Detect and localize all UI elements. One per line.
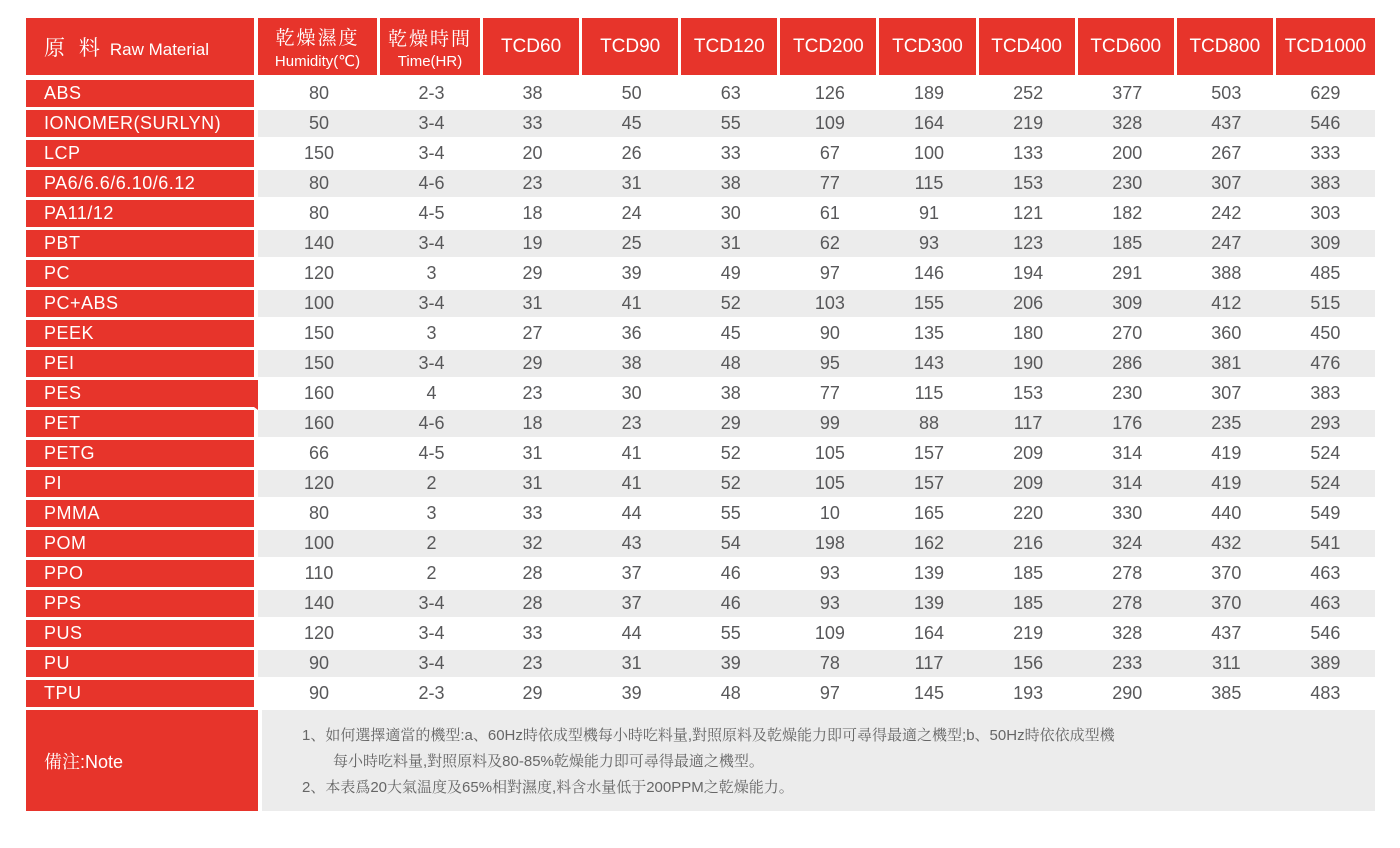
- value-cell: 503: [1177, 80, 1276, 110]
- value-cell: 115: [879, 170, 978, 200]
- value-cell: 3: [380, 500, 483, 530]
- table-row: [26, 140, 1375, 170]
- value-cell: 3-4: [380, 230, 483, 260]
- col-header-tcd120: TCD120: [681, 18, 780, 80]
- value-cell: 437: [1177, 110, 1276, 140]
- value-cell: 80: [258, 200, 380, 230]
- value-cell: 524: [1276, 470, 1375, 500]
- value-cell: 120: [258, 470, 380, 500]
- value-cell: 156: [979, 650, 1078, 680]
- note-body: [262, 710, 1375, 811]
- value-cell: 185: [979, 590, 1078, 620]
- value-cell: 165: [879, 500, 978, 530]
- value-cell: 41: [582, 290, 681, 320]
- value-cell: 270: [1078, 320, 1177, 350]
- value-cell: 20: [483, 140, 582, 170]
- value-cell: 3-4: [380, 350, 483, 380]
- value-cell: 31: [483, 470, 582, 500]
- value-cell: 126: [780, 80, 879, 110]
- value-cell: 30: [681, 200, 780, 230]
- value-cell: 546: [1276, 620, 1375, 650]
- material-cell: IONOMER(SURLYN): [26, 110, 258, 140]
- value-cell: 139: [879, 560, 978, 590]
- value-cell: 2-3: [380, 680, 483, 710]
- value-cell: 54: [681, 530, 780, 560]
- drying-capacity-table: [26, 18, 1375, 710]
- value-cell: 55: [681, 110, 780, 140]
- value-cell: 33: [681, 140, 780, 170]
- table-row: [26, 440, 1375, 470]
- value-cell: 50: [582, 80, 681, 110]
- material-cell: PES: [26, 380, 258, 410]
- material-cell: PBT: [26, 230, 258, 260]
- value-cell: 43: [582, 530, 681, 560]
- col-header-humidity: [258, 18, 380, 80]
- table-row: [26, 320, 1375, 350]
- material-cell: PMMA: [26, 500, 258, 530]
- value-cell: 109: [780, 110, 879, 140]
- value-cell: 31: [582, 170, 681, 200]
- note-line: 每小時吃料量,對照原料及80-85%乾燥能力即可尋得最適之機型。: [333, 753, 764, 770]
- value-cell: 157: [879, 470, 978, 500]
- value-cell: 38: [582, 350, 681, 380]
- material-cell: LCP: [26, 140, 258, 170]
- value-cell: 150: [258, 140, 380, 170]
- value-cell: 381: [1177, 350, 1276, 380]
- value-cell: 29: [681, 410, 780, 440]
- value-cell: 190: [979, 350, 1078, 380]
- value-cell: 28: [483, 590, 582, 620]
- material-cell: PA6/6.6/6.10/6.12: [26, 170, 258, 200]
- value-cell: 27: [483, 320, 582, 350]
- value-cell: 123: [979, 230, 1078, 260]
- value-cell: 29: [483, 350, 582, 380]
- value-cell: 110: [258, 560, 380, 590]
- value-cell: 309: [1276, 230, 1375, 260]
- value-cell: 463: [1276, 560, 1375, 590]
- value-cell: 91: [879, 200, 978, 230]
- value-cell: 219: [979, 620, 1078, 650]
- table-row: [26, 290, 1375, 320]
- value-cell: 307: [1177, 380, 1276, 410]
- value-cell: 31: [483, 290, 582, 320]
- value-cell: 235: [1177, 410, 1276, 440]
- value-cell: 109: [780, 620, 879, 650]
- value-cell: 100: [258, 530, 380, 560]
- value-cell: 55: [681, 500, 780, 530]
- value-cell: 3: [380, 320, 483, 350]
- value-cell: 432: [1177, 530, 1276, 560]
- value-cell: 209: [979, 470, 1078, 500]
- value-cell: 48: [681, 680, 780, 710]
- table-row: [26, 530, 1375, 560]
- value-cell: 62: [780, 230, 879, 260]
- table-row: [26, 650, 1375, 680]
- value-cell: 267: [1177, 140, 1276, 170]
- value-cell: 117: [979, 410, 1078, 440]
- raw-material-header-en: Raw Material: [109, 39, 210, 59]
- value-cell: 4-6: [380, 170, 483, 200]
- value-cell: 63: [681, 80, 780, 110]
- value-cell: 198: [780, 530, 879, 560]
- col-header-tcd300: TCD300: [879, 18, 978, 80]
- table-row: [26, 350, 1375, 380]
- value-cell: 383: [1276, 380, 1375, 410]
- value-cell: 146: [879, 260, 978, 290]
- table-row: [26, 560, 1375, 590]
- value-cell: 61: [780, 200, 879, 230]
- col-header-tcd1000: TCD1000: [1276, 18, 1375, 80]
- value-cell: 157: [879, 440, 978, 470]
- raw-material-header-zh: 原 料: [44, 36, 104, 60]
- value-cell: 220: [979, 500, 1078, 530]
- value-cell: 476: [1276, 350, 1375, 380]
- value-cell: 3-4: [380, 110, 483, 140]
- value-cell: 252: [979, 80, 1078, 110]
- value-cell: 150: [258, 320, 380, 350]
- value-cell: 3-4: [380, 590, 483, 620]
- value-cell: 377: [1078, 80, 1177, 110]
- value-cell: 324: [1078, 530, 1177, 560]
- value-cell: 78: [780, 650, 879, 680]
- table-row: [26, 200, 1375, 230]
- value-cell: 90: [780, 320, 879, 350]
- value-cell: 370: [1177, 560, 1276, 590]
- value-cell: 41: [582, 440, 681, 470]
- material-cell: ABS: [26, 80, 258, 110]
- col-header-time: [380, 18, 483, 80]
- material-cell: PA11/12: [26, 200, 258, 230]
- table-row: [26, 470, 1375, 500]
- value-cell: 139: [879, 590, 978, 620]
- value-cell: 314: [1078, 440, 1177, 470]
- value-cell: 314: [1078, 470, 1177, 500]
- value-cell: 95: [780, 350, 879, 380]
- value-cell: 160: [258, 380, 380, 410]
- value-cell: 33: [483, 500, 582, 530]
- value-cell: 247: [1177, 230, 1276, 260]
- value-cell: 2: [380, 530, 483, 560]
- value-cell: 200: [1078, 140, 1177, 170]
- value-cell: 515: [1276, 290, 1375, 320]
- value-cell: 3: [380, 260, 483, 290]
- value-cell: 383: [1276, 170, 1375, 200]
- value-cell: 541: [1276, 530, 1375, 560]
- col-header-tcd600: TCD600: [1078, 18, 1177, 80]
- value-cell: 3-4: [380, 650, 483, 680]
- value-cell: 38: [681, 170, 780, 200]
- value-cell: 242: [1177, 200, 1276, 230]
- value-cell: 219: [979, 110, 1078, 140]
- value-cell: 291: [1078, 260, 1177, 290]
- value-cell: 164: [879, 620, 978, 650]
- value-cell: 155: [879, 290, 978, 320]
- value-cell: 230: [1078, 380, 1177, 410]
- value-cell: 45: [582, 110, 681, 140]
- value-cell: 88: [879, 410, 978, 440]
- value-cell: 209: [979, 440, 1078, 470]
- value-cell: 278: [1078, 560, 1177, 590]
- value-cell: 135: [879, 320, 978, 350]
- value-cell: 143: [879, 350, 978, 380]
- value-cell: 25: [582, 230, 681, 260]
- value-cell: 23: [483, 380, 582, 410]
- value-cell: 150: [258, 350, 380, 380]
- value-cell: 46: [681, 560, 780, 590]
- value-cell: 419: [1177, 470, 1276, 500]
- value-cell: 93: [879, 230, 978, 260]
- material-cell: PU: [26, 650, 258, 680]
- value-cell: 176: [1078, 410, 1177, 440]
- table-row: [26, 590, 1375, 620]
- value-cell: 412: [1177, 290, 1276, 320]
- value-cell: 23: [582, 410, 681, 440]
- value-cell: 286: [1078, 350, 1177, 380]
- value-cell: 39: [582, 680, 681, 710]
- material-cell: POM: [26, 530, 258, 560]
- value-cell: 80: [258, 80, 380, 110]
- value-cell: 23: [483, 650, 582, 680]
- value-cell: 360: [1177, 320, 1276, 350]
- value-cell: 3-4: [380, 140, 483, 170]
- value-cell: 30: [582, 380, 681, 410]
- value-cell: 66: [258, 440, 380, 470]
- col-header-tcd90: TCD90: [582, 18, 681, 80]
- value-cell: 437: [1177, 620, 1276, 650]
- value-cell: 4-6: [380, 410, 483, 440]
- value-cell: 463: [1276, 590, 1375, 620]
- time-header-en: Time(HR): [397, 52, 463, 70]
- value-cell: 230: [1078, 170, 1177, 200]
- table-row: [26, 620, 1375, 650]
- value-cell: 290: [1078, 680, 1177, 710]
- material-cell: PC: [26, 260, 258, 290]
- value-cell: 19: [483, 230, 582, 260]
- table-row: [26, 380, 1375, 410]
- table-row: [26, 500, 1375, 530]
- value-cell: 90: [258, 650, 380, 680]
- value-cell: 31: [483, 440, 582, 470]
- value-cell: 370: [1177, 590, 1276, 620]
- value-cell: 185: [979, 560, 1078, 590]
- table-row: [26, 110, 1375, 140]
- value-cell: 52: [681, 440, 780, 470]
- material-cell: PPS: [26, 590, 258, 620]
- value-cell: 93: [780, 590, 879, 620]
- value-cell: 29: [483, 680, 582, 710]
- note-section: [26, 710, 1375, 811]
- value-cell: 524: [1276, 440, 1375, 470]
- value-cell: 10: [780, 500, 879, 530]
- value-cell: 80: [258, 170, 380, 200]
- value-cell: 120: [258, 620, 380, 650]
- value-cell: 309: [1078, 290, 1177, 320]
- value-cell: 49: [681, 260, 780, 290]
- value-cell: 140: [258, 230, 380, 260]
- value-cell: 44: [582, 620, 681, 650]
- value-cell: 29: [483, 260, 582, 290]
- col-header-tcd400: TCD400: [979, 18, 1078, 80]
- material-cell: PC+ABS: [26, 290, 258, 320]
- humidity-header-zh: 乾燥濕度: [275, 28, 360, 49]
- table-row: [26, 80, 1375, 110]
- time-header-zh: 乾燥時間: [387, 28, 472, 50]
- material-cell: PEI: [26, 350, 258, 380]
- value-cell: 311: [1177, 650, 1276, 680]
- value-cell: 50: [258, 110, 380, 140]
- value-cell: 24: [582, 200, 681, 230]
- table-row: [26, 230, 1375, 260]
- material-cell: PET: [26, 410, 258, 440]
- value-cell: 105: [780, 470, 879, 500]
- value-cell: 38: [483, 80, 582, 110]
- value-cell: 483: [1276, 680, 1375, 710]
- value-cell: 4: [380, 380, 483, 410]
- value-cell: 440: [1177, 500, 1276, 530]
- value-cell: 2-3: [380, 80, 483, 110]
- value-cell: 90: [258, 680, 380, 710]
- value-cell: 38: [681, 380, 780, 410]
- note-label: 備注:Note: [26, 710, 258, 811]
- material-cell: PETG: [26, 440, 258, 470]
- table-row: [26, 170, 1375, 200]
- value-cell: 2: [380, 560, 483, 590]
- value-cell: 28: [483, 560, 582, 590]
- value-cell: 52: [681, 290, 780, 320]
- note-line: 1、如何選擇適當的機型:a、60Hz時依成型機每小時吃料量,對照原料及乾燥能力即可尋得最適之機型;b、50Hz時依依成型機: [302, 727, 1115, 744]
- note-line: 2、本表爲20大氣温度及65%相對濕度,料含水量低于200PPM之乾燥能力。: [302, 779, 794, 796]
- value-cell: 33: [483, 110, 582, 140]
- value-cell: 485: [1276, 260, 1375, 290]
- value-cell: 153: [979, 170, 1078, 200]
- value-cell: 121: [979, 200, 1078, 230]
- col-header-tcd200: TCD200: [780, 18, 879, 80]
- value-cell: 450: [1276, 320, 1375, 350]
- value-cell: 328: [1078, 110, 1177, 140]
- value-cell: 52: [681, 470, 780, 500]
- value-cell: 278: [1078, 590, 1177, 620]
- value-cell: 388: [1177, 260, 1276, 290]
- value-cell: 3-4: [380, 620, 483, 650]
- value-cell: 26: [582, 140, 681, 170]
- value-cell: 385: [1177, 680, 1276, 710]
- value-cell: 18: [483, 200, 582, 230]
- value-cell: 103: [780, 290, 879, 320]
- value-cell: 67: [780, 140, 879, 170]
- value-cell: 80: [258, 500, 380, 530]
- material-cell: PUS: [26, 620, 258, 650]
- value-cell: 140: [258, 590, 380, 620]
- value-cell: 44: [582, 500, 681, 530]
- value-cell: 55: [681, 620, 780, 650]
- value-cell: 33: [483, 620, 582, 650]
- value-cell: 105: [780, 440, 879, 470]
- value-cell: 133: [979, 140, 1078, 170]
- value-cell: 389: [1276, 650, 1375, 680]
- value-cell: 45: [681, 320, 780, 350]
- table-row: [26, 410, 1375, 440]
- value-cell: 120: [258, 260, 380, 290]
- value-cell: 100: [879, 140, 978, 170]
- value-cell: 46: [681, 590, 780, 620]
- value-cell: 546: [1276, 110, 1375, 140]
- value-cell: 99: [780, 410, 879, 440]
- value-cell: 333: [1276, 140, 1375, 170]
- value-cell: 162: [879, 530, 978, 560]
- col-header-tcd800: TCD800: [1177, 18, 1276, 80]
- value-cell: 145: [879, 680, 978, 710]
- value-cell: 36: [582, 320, 681, 350]
- value-cell: 194: [979, 260, 1078, 290]
- value-cell: 115: [879, 380, 978, 410]
- value-cell: 31: [582, 650, 681, 680]
- value-cell: 164: [879, 110, 978, 140]
- value-cell: 97: [780, 260, 879, 290]
- value-cell: 193: [979, 680, 1078, 710]
- value-cell: 4-5: [380, 200, 483, 230]
- value-cell: 23: [483, 170, 582, 200]
- value-cell: 3-4: [380, 290, 483, 320]
- value-cell: 293: [1276, 410, 1375, 440]
- value-cell: 206: [979, 290, 1078, 320]
- value-cell: 77: [780, 380, 879, 410]
- value-cell: 233: [1078, 650, 1177, 680]
- value-cell: 330: [1078, 500, 1177, 530]
- value-cell: 4-5: [380, 440, 483, 470]
- value-cell: 39: [582, 260, 681, 290]
- value-cell: 48: [681, 350, 780, 380]
- value-cell: 117: [879, 650, 978, 680]
- value-cell: 182: [1078, 200, 1177, 230]
- value-cell: 189: [879, 80, 978, 110]
- table-row: [26, 260, 1375, 290]
- value-cell: 153: [979, 380, 1078, 410]
- value-cell: 37: [582, 560, 681, 590]
- value-cell: 31: [681, 230, 780, 260]
- value-cell: 41: [582, 470, 681, 500]
- col-header-tcd60: TCD60: [483, 18, 582, 80]
- value-cell: 32: [483, 530, 582, 560]
- material-cell: PEEK: [26, 320, 258, 350]
- value-cell: 100: [258, 290, 380, 320]
- value-cell: 185: [1078, 230, 1177, 260]
- value-cell: 549: [1276, 500, 1375, 530]
- humidity-header-en: Humidity(℃): [274, 53, 361, 70]
- value-cell: 303: [1276, 200, 1375, 230]
- value-cell: 328: [1078, 620, 1177, 650]
- value-cell: 39: [681, 650, 780, 680]
- value-cell: 2: [380, 470, 483, 500]
- value-cell: 18: [483, 410, 582, 440]
- col-header-raw-material: [26, 18, 258, 80]
- header-row: [26, 18, 1375, 80]
- value-cell: 180: [979, 320, 1078, 350]
- value-cell: 160: [258, 410, 380, 440]
- value-cell: 629: [1276, 80, 1375, 110]
- value-cell: 97: [780, 680, 879, 710]
- material-cell: TPU: [26, 680, 258, 710]
- value-cell: 419: [1177, 440, 1276, 470]
- material-cell: PPO: [26, 560, 258, 590]
- value-cell: 77: [780, 170, 879, 200]
- value-cell: 93: [780, 560, 879, 590]
- material-cell: PI: [26, 470, 258, 500]
- value-cell: 216: [979, 530, 1078, 560]
- value-cell: 307: [1177, 170, 1276, 200]
- table-row: [26, 680, 1375, 710]
- value-cell: 37: [582, 590, 681, 620]
